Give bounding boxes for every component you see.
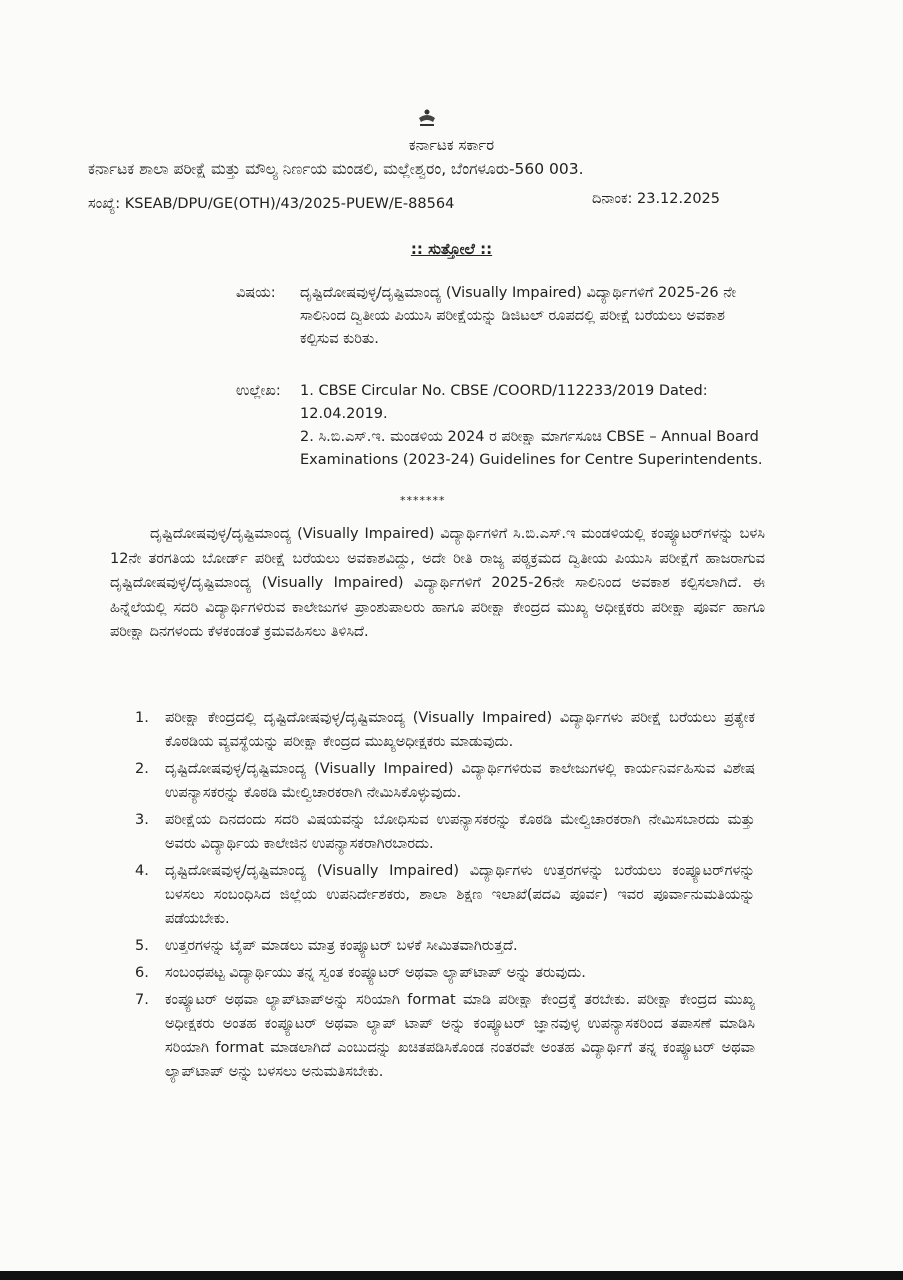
list-item: 2. ದೃಷ್ಟಿದೋಷವುಳ್ಳ/ದೃಷ್ಟಿಮಾಂದ್ಯ (Visually Impaired) ವಿದ್ಯಾರ್ಥಿಗಳಿರುವ ಕಾಲೇಜುಗಳಲ್ಲಿ ಕಾರ್ಯನಿರ್ವಹಿಸುವ ವಿಶೇಷ ಉಪನ್ಯಾಸಕರನ್ನು ಕೊಠಡಿ ಮೇಲ್ವಿಚಾರಕರಾಗಿ ನೇಮಿಸಿಕೊಳ್ಳುವುದು.	[135, 761, 755, 801]
scan-edge-bar	[0, 1271, 903, 1280]
subject-text: ದೃಷ್ಟಿದೋಷವುಳ್ಳ/ದೃಷ್ಟಿಮಾಂದ್ಯ (Visually Impaired) ವಿದ್ಯಾರ್ಥಿಗಳಿಗೆ 2025-26 ನೇ ಸಾಲಿನಿಂದ ದ್ವಿತೀಯ ಪಿಯುಸಿ ಪರೀಕ್ಷೆಯನ್ನು ಡಿಜಿಟಲ್ ರೂಪದಲ್ಲಿ ಪರೀಕ್ಷೆ ಬರೆಯಲು ಅವಕಾಶ ಕಲ್ಪಿಸುವ ಕುರಿತು.	[300, 285, 737, 347]
list-item: 7. ಕಂಪ್ಯೂಟರ್ ಅಥವಾ ಲ್ಯಾಪ್‌ಟಾಪ್‌ಅನ್ನು ಸರಿಯಾಗಿ format ಮಾಡಿ ಪರೀಕ್ಷಾ ಕೇಂದ್ರಕ್ಕೆ ತರಬೇಕು. ಪರೀಕ್ಷಾ ಕೇಂದ್ರದ ಮುಖ್ಯ ಅಧೀಕ್ಷಕರು ಅಂತಹ ಕಂಪ್ಯೂಟರ್ ಅಥವಾ ಲ್ಯಾಪ್ ಟಾಪ್ ಅನ್ನು ಕಂಪ್ಯೂಟರ್ ಜ್ಞಾನವುಳ್ಳ ಉಪನ್ಯಾಸಕರಿಂದ ತಪಾಸಣೆ ಮಾಡಿಸಿ ಸರಿಯಾಗಿ format ಮಾಡಲಾಗಿದೆ ಎಂಬುದನ್ನು ಖಚಿತಪಡಿಸಿಕೊಂಡ ನಂತರವೇ ಅಂತಹ ವಿದ್ಯಾರ್ಥಿಗೆ ತನ್ನ ಕಂಪ್ಯೂಟರ್ ಅಥವಾ ಲ್ಯಾಪ್‌ಟಾಪ್ ಅನ್ನು ಬಳಸಲು ಅನುಮತಿಸಬೇಕು.	[135, 992, 755, 1080]
references-label: ಉಲ್ಲೇಖ:	[236, 383, 281, 399]
list-item: 3. ಪರೀಕ್ಷೆಯ ದಿನದಂದು ಸದರಿ ವಿಷಯವನ್ನು ಬೋಧಿಸುವ ಉಪನ್ಯಾಸಕರನ್ನು ಕೊಠಡಿ ಮೇಲ್ವಿಚಾರಕರಾಗಿ ನೇಮಿಸಬಾರದು ಮತ್ತು ಅವರು ವಿದ್ಯಾರ್ಥಿಯ ಕಾಲೇಜಿನ ಉಪನ್ಯಾಸಕರಾಗಿರಬಾರದು.	[135, 812, 755, 852]
subject-section	[236, 282, 756, 351]
list-item: 1. ಪರೀಕ್ಷಾ ಕೇಂದ್ರದಲ್ಲಿ ದೃಷ್ಟಿದೋಷವುಳ್ಳ/ದೃಷ್ಟಿಮಾಂದ್ಯ (Visually Impaired) ವಿದ್ಯಾರ್ಥಿಗಳು ಪರೀಕ್ಷೆ ಬರೆಯಲು ಪ್ರತ್ಯೇಕ ಕೊಠಡಿಯ ವ್ಯವಸ್ಥೆಯನ್ನು ಪರೀಕ್ಷಾ ಕೇಂದ್ರದ ಮುಖ್ಯಅಧೀಕ್ಷಕರು ಮಾಡುವುದು.	[135, 710, 755, 750]
board-name-address: ಕರ್ನಾಟಕ ಶಾಲಾ ಪರೀಕ್ಷೆ ಮತ್ತು ಮೌಲ್ಯ ನಿರ್ಣಯ ಮಂಡಲಿ, ಮಲ್ಲೇಶ್ವರಂ, ಬೆಂಗಳೂರು-560 003.	[88, 160, 584, 178]
instructions-list	[135, 706, 755, 1087]
body-paragraph: ದೃಷ್ಟಿದೋಷವುಳ್ಳ/ದೃಷ್ಟಿಮಾಂದ್ಯ (Visually Impaired) ವಿದ್ಯಾರ್ಥಿಗಳಿಗೆ ಸಿ.ಬಿ.ಎಸ್.ಇ ಮಂಡಳಿಯಲ್ಲಿ ಕಂಪ್ಯೂಟರ್‌ಗಳನ್ನು ಬಳಸಿ 12ನೇ ತರಗತಿಯ ಬೋರ್ಡ್ ಪರೀಕ್ಷೆ ಬರೆಯಲು ಅವಕಾಶವಿದ್ದು, ಅದೇ ರೀತಿ ರಾಜ್ಯ ಪಠ್ಯಕ್ರಮದ ದ್ವಿತೀಯ ಪಿಯುಸಿ ಪರೀಕ್ಷೆಗೆ ಹಾಜರಾಗುವ ದೃಷ್ಟಿದೋಷವುಳ್ಳ/ದೃಷ್ಟಿಮಾಂದ್ಯ (Visually Impaired) ವಿದ್ಯಾರ್ಥಿಗಳಿಗೆ 2025-26ನೇ ಸಾಲಿನಿಂದ ಅವಕಾಶ ಕಲ್ಪಿಸಲಾಗಿದೆ. ಈ ಹಿನ್ನೆಲೆಯಲ್ಲಿ ಸದರಿ ವಿದ್ಯಾರ್ಥಿಗಳಿರುವ ಕಾಲೇಜುಗಳ ಪ್ರಾಂಶುಪಾಲರು ಹಾಗೂ ಪರೀಕ್ಷಾ ಕೇಂದ್ರದ ಮುಖ್ಯ ಅಧೀಕ್ಷಕರು ಪರೀಕ್ಷಾ ಪೂರ್ವ ಹಾಗೂ ಪರೀಕ್ಷಾ ದಿನಗಳಂದು ಕೆಳಕಂಡಂತೆ ಕ್ರಮವಹಿಸಲು ತಿಳಿಸಿದೆ.	[110, 526, 765, 640]
government-name: ಕರ್ನಾಟಕ ಸರ್ಕಾರ	[408, 136, 495, 154]
state-emblem-icon	[415, 108, 439, 128]
circular-title: :: ಸುತ್ತೋಲೆ ::	[410, 240, 493, 258]
reference-number: ಸಂಖ್ಯೆ: KSEAB/DPU/GE(OTH)/43/2025-PUEW/E-88564	[88, 196, 455, 212]
subject-label: ವಿಷಯ:	[236, 285, 276, 301]
list-item: 6. ಸಂಬಂಧಪಟ್ಟ ವಿದ್ಯಾರ್ಥಿಯು ತನ್ನ ಸ್ವಂತ ಕಂಪ್ಯೂಟರ್ ಅಥವಾ ಲ್ಯಾಪ್‌ಟಾಪ್ ಅನ್ನು ತರುವುದು.	[135, 965, 586, 981]
list-item: 4. ದೃಷ್ಟಿದೋಷವುಳ್ಳ/ದೃಷ್ಟಿಮಾಂದ್ಯ (Visually Impaired) ವಿದ್ಯಾರ್ಥಿಗಳು ಉತ್ತರಗಳನ್ನು ಬರೆಯಲು ಕಂಪ್ಯೂಟರ್‌ಗಳನ್ನು ಬಳಸಲು ಸಂಬಂಧಿಸಿದ ಜಿಲ್ಲೆಯ ಉಪನಿರ್ದೇಶಕರು, ಶಾಲಾ ಶಿಕ್ಷಣ ಇಲಾಖೆ(ಪದವಿ ಪೂರ್ವ) ಇವರ ಪೂರ್ವಾನುಮತಿಯನ್ನು ಪಡೆಯಬೇಕು.	[135, 863, 755, 927]
circular-date: ದಿನಾಂಕ: 23.12.2025	[592, 191, 721, 207]
separator: *******	[400, 494, 446, 507]
reference-item: 1. CBSE Circular No. CBSE /COORD/112233/2019 Dated: 12.04.2019.	[300, 383, 708, 422]
references-section	[236, 380, 776, 472]
reference-item: 2. ಸಿ.ಬಿ.ಎಸ್.ಇ. ಮಂಡಳಿಯ 2024 ರ ಪರೀಕ್ಷಾ ಮಾರ್ಗಸೂಚಿ CBSE – Annual Board Examinations (2023-24) Guidelines for Centre Superintendents.	[300, 429, 763, 468]
list-item: 5. ಉತ್ತರಗಳನ್ನು ಟೈಪ್ ಮಾಡಲು ಮಾತ್ರ ಕಂಪ್ಯೂಟರ್ ಬಳಕೆ ಸೀಮಿತವಾಗಿರುತ್ತದೆ.	[135, 938, 518, 954]
